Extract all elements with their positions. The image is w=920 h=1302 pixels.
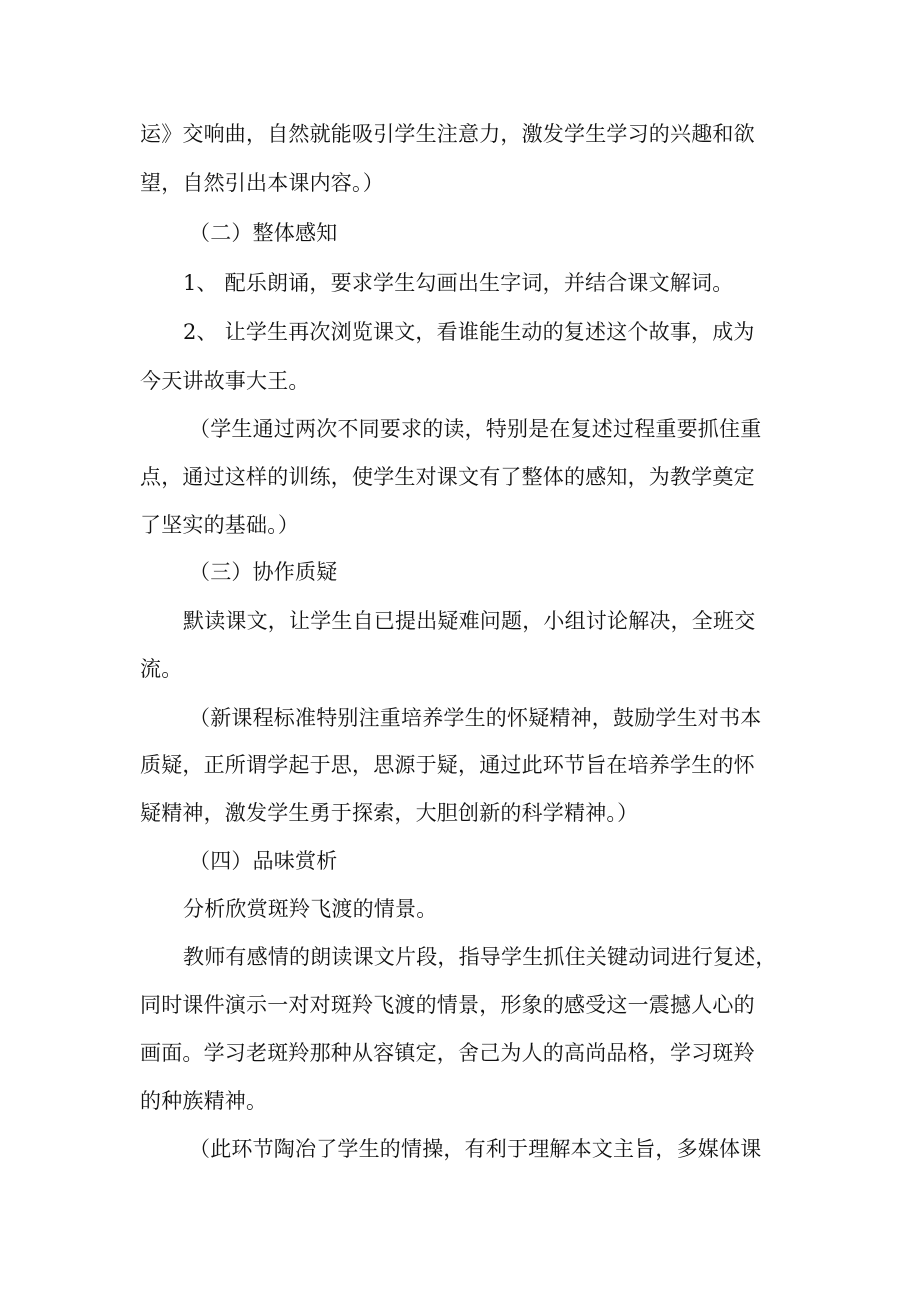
text-line: （此环节陶冶了学生的情操，有利于理解本文主旨，多媒体课 xyxy=(189,1137,762,1161)
text-line: 运》交响曲，自然就能吸引学生注意力，激发学生学习的兴趣和欲 xyxy=(140,122,755,146)
section-heading: （四）品味赏析 xyxy=(189,849,338,873)
text-line: 同时课件演示一对对斑羚飞渡的情景，形象的感受这一震撼人心的 xyxy=(140,993,755,1017)
text-line: 流。 xyxy=(140,657,183,681)
text-line: 的种族精神。 xyxy=(140,1089,268,1113)
text-line: （新课程标准特别注重培养学生的怀疑精神，鼓励学生对书本 xyxy=(189,706,762,730)
text-line: 画面。学习老斑羚那种从容镇定，舍己为人的高尚品格，学习斑羚 xyxy=(140,1041,755,1065)
text-line: 点，通过这样的训练，使学生对课文有了整体的感知，为教学奠定 xyxy=(140,465,755,489)
text-line: 疑精神，激发学生勇于探索，大胆创新的科学精神。） xyxy=(140,801,639,825)
text-line: 分析欣赏斑羚飞渡的情景。 xyxy=(183,897,438,921)
text-line: 教师有感情的朗读课文片段，指导学生抓住关键动词进行复述， xyxy=(183,945,777,969)
text-line: 质疑，正所谓学起于思，思源于疑，通过此环节旨在培养学生的怀 xyxy=(140,753,755,777)
section-heading: （三）协作质疑 xyxy=(189,560,338,584)
list-item: 2、 让学生再次浏览课文，看谁能生动的复述这个故事，成为 xyxy=(183,320,755,344)
text-line: 默读课文，让学生自已提出疑难问题，小组讨论解决，全班交 xyxy=(183,609,756,633)
text-line: 望，自然引出本课内容。） xyxy=(140,171,384,195)
text-line: （学生通过两次不同要求的读，特别是在复述过程重要抓住重 xyxy=(189,417,762,441)
section-heading: （二）整体感知 xyxy=(189,221,338,245)
list-item: 1、 配乐朗诵，要求学生勾画出生字词，并结合课文解词。 xyxy=(183,271,734,295)
text-line: 了坚实的基础。） xyxy=(140,513,300,537)
text-line: 今天讲故事大王。 xyxy=(140,369,310,393)
